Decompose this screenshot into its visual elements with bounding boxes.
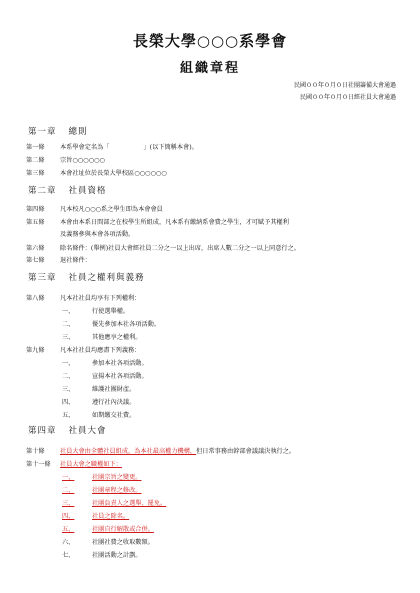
article-10-rest: 但日常事務由幹部會議議決執行之。 bbox=[196, 448, 296, 455]
article-11-text: 社員大會之職權如下： bbox=[60, 461, 122, 468]
article-11-item-text: 社團宗旨之變更。 bbox=[92, 474, 142, 481]
article-2-number: 第二條 bbox=[26, 157, 45, 164]
article-11-item-text: 社員之除名。 bbox=[92, 513, 130, 520]
article-11-item-number: 二、 bbox=[62, 487, 75, 494]
article-8-item-number: 二、 bbox=[62, 321, 75, 328]
article-10-number: 第十條 bbox=[26, 448, 45, 455]
article-10-text bbox=[60, 446, 295, 455]
article-8-item-text: 優先參加本社各項活動。 bbox=[92, 321, 161, 328]
article-8-item-text: 其他應享之權利。 bbox=[92, 334, 142, 341]
article-11-item-number: 六、 bbox=[62, 539, 75, 546]
article-9-item-text: 參加本社各項活動。 bbox=[92, 360, 148, 367]
chapter-3-heading bbox=[28, 271, 145, 283]
chapter-2-label: 第二章 bbox=[28, 186, 57, 196]
chapter-2-name: 社員資格 bbox=[68, 186, 107, 196]
document-title: 長榮大學○○○系學會 bbox=[132, 32, 288, 50]
article-1-number: 第一條 bbox=[26, 144, 45, 151]
article-8-item-number: 一、 bbox=[62, 308, 75, 315]
article-11-number: 第十一條 bbox=[26, 461, 51, 468]
article-5-text-line2: 及義務參與本會各項活動。 bbox=[60, 231, 135, 238]
article-1-text: 本系學會定名為「 」(以下簡稱本會)。 bbox=[60, 144, 198, 151]
article-9-text: 凡本社社員均應盡下列義務： bbox=[60, 347, 141, 354]
approval-note-1: 民國００年０月０日社團籌備大會通過 bbox=[293, 82, 396, 89]
article-9-item-text: 如期繳交社費。 bbox=[92, 412, 136, 419]
article-11-item-number: 七、 bbox=[62, 552, 75, 559]
article-5-text-line1: 本會由本系日間部之在校學生所組成，凡本系有繳納系會費之學生，才可賦予其權利 bbox=[60, 219, 289, 226]
article-3-number: 第三條 bbox=[26, 170, 45, 177]
article-7-text: 退社條件： bbox=[60, 257, 91, 264]
chapter-3-label: 第三章 bbox=[28, 273, 57, 283]
article-9-number: 第九條 bbox=[26, 347, 45, 354]
article-9-item-text: 遵行社內決議。 bbox=[92, 399, 136, 406]
article-9-item-number: 一、 bbox=[62, 360, 75, 367]
chapter-4-label: 第四章 bbox=[28, 426, 57, 436]
article-11-item-text: 社團負責人之選舉、罷免。 bbox=[92, 500, 167, 507]
article-9-item-text: 維護社團財產。 bbox=[92, 386, 136, 393]
article-11-item-text: 社團活動之計劃。 bbox=[92, 552, 142, 559]
chapter-1-label: 第一章 bbox=[28, 127, 57, 137]
article-8-text: 凡本社社員均享有下列權利： bbox=[60, 295, 141, 302]
article-11-item-text: 社團章程之修改。 bbox=[92, 487, 142, 494]
article-4-text: 凡本校凡○○○系之學生即為本會會員 bbox=[60, 206, 163, 213]
article-11-item-number: 五、 bbox=[62, 526, 75, 533]
article-10-highlight: 社員大會由全體社員組成，為本社最高權力機構， bbox=[60, 448, 197, 455]
article-3-text: 本會社址位於長榮大學校區○○○○○○ bbox=[60, 170, 167, 177]
chapter-4-name: 社員大會 bbox=[68, 426, 107, 436]
article-7-number: 第七條 bbox=[26, 257, 45, 264]
article-6-text: 除名條件：(舉例)社員大會經社員二分之一以上出席，出席人數二分之一以上同意行之。 bbox=[60, 245, 300, 252]
article-5-number: 第五條 bbox=[26, 219, 45, 226]
article-11-item-text: 社團社費之收取數額。 bbox=[92, 539, 154, 546]
article-8-number: 第八條 bbox=[26, 295, 45, 302]
chapter-1-name: 總則 bbox=[68, 127, 88, 137]
article-11-item-number: 三、 bbox=[62, 500, 75, 507]
article-8-item-number: 三、 bbox=[62, 334, 75, 341]
article-9-item-number: 四、 bbox=[62, 399, 75, 406]
article-11-item-number: 四、 bbox=[62, 513, 75, 520]
approval-note-2: 民國００年０月０日經社員大會通過 bbox=[299, 94, 396, 101]
article-9-item-number: 三、 bbox=[62, 386, 75, 393]
article-11-item-text: 社團自行解散或合併。 bbox=[92, 526, 154, 533]
article-9-item-text: 宣揚本社各項活動。 bbox=[92, 373, 148, 380]
chapter-2-heading bbox=[28, 184, 107, 196]
article-2-text: 宗旨○○○○○○ bbox=[60, 157, 105, 164]
article-9-item-number: 二、 bbox=[62, 373, 75, 380]
article-11-item-number: 一、 bbox=[62, 474, 75, 481]
article-6-number: 第六條 bbox=[26, 245, 45, 252]
article-4-number: 第四條 bbox=[26, 206, 45, 213]
article-9-item-number: 五、 bbox=[62, 412, 75, 419]
document-subtitle: 組織章程 bbox=[179, 61, 240, 76]
chapter-4-heading bbox=[28, 424, 107, 436]
chapter-1-heading bbox=[28, 125, 88, 137]
chapter-3-name: 社員之權利與義務 bbox=[68, 273, 145, 283]
article-8-item-text: 行使選舉權。 bbox=[92, 308, 130, 315]
